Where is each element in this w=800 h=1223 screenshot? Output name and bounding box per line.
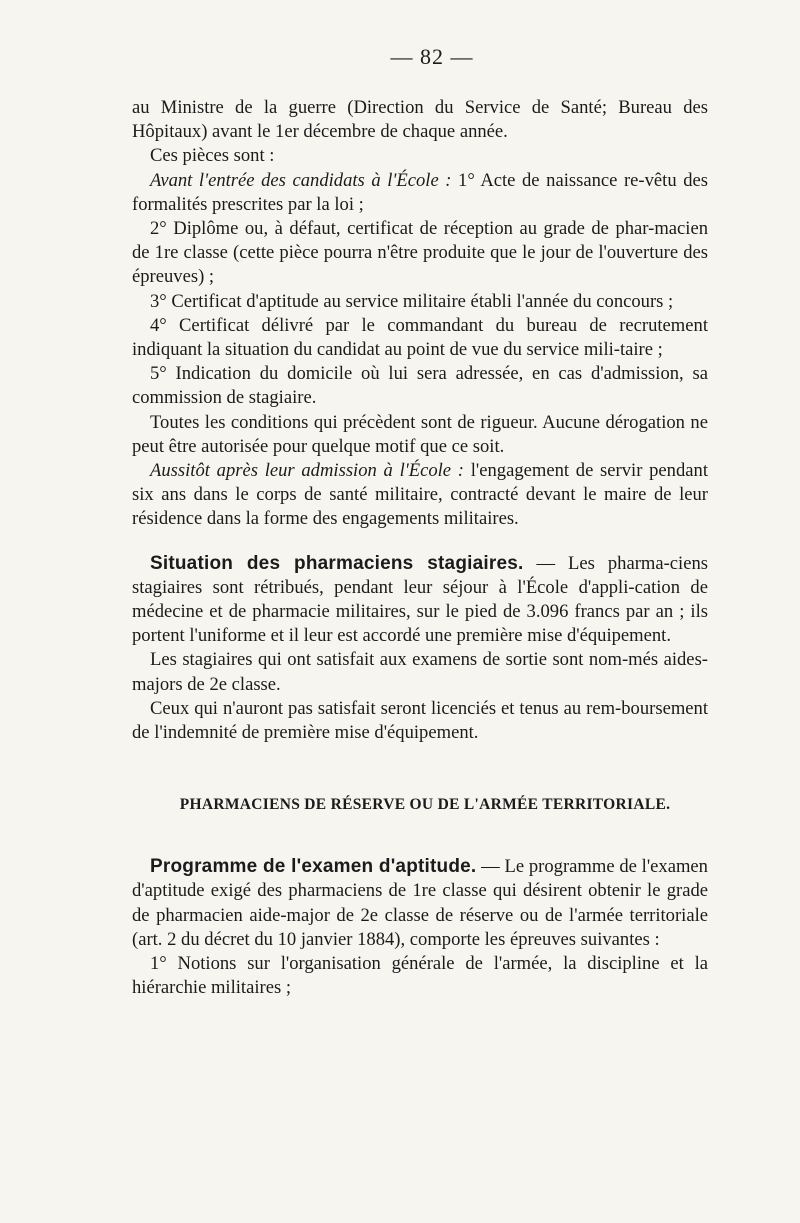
acte-naissance-text: 1° Acte de naissance re-vêtu des formalités prescrites par la loi ; — [132, 169, 708, 215]
paragraph-diplome: 2° Diplôme ou, à défaut, certificat de réception au grade de phar-macien de 1re classe (cette pièce pourra n'être produite que le jour de l'ouverture des épreuves) ; — [132, 218, 708, 288]
paragraph-acte-naissance — [132, 169, 708, 217]
aussitot-italic: Aussitôt après leur admission à l'École : — [150, 460, 464, 482]
paragraph-stagiaires-examens: Les stagiaires qui ont satisfait aux examens de sortie sont nom-més aides-majors de 2e classe. — [132, 649, 708, 695]
paragraph-situation — [132, 552, 708, 649]
paragraph-engagement — [132, 459, 708, 532]
paragraph-ministre: au Ministre de la guerre (Direction du Service de Santé; Bureau des Hôpitaux) avant le 1er décembre de chaque année. — [132, 97, 708, 143]
paragraph-programme — [132, 855, 708, 952]
paragraph-notions: 1° Notions sur l'organisation générale de l'armée, la discipline et la hiérarchie militaires ; — [132, 953, 708, 999]
programme-heading: Programme de l'examen d'aptitude. — [150, 856, 477, 878]
programme-text: — Le programme de l'examen d'aptitude exigé des pharmaciens de 1re classe qui désirent obtenir le grade de pharmacien aide-major de 2e classe de réserve ou de l'armée territoriale (art. 2 du décret du 10 janvier 1884), comporte les épreuves suivantes : — [132, 856, 708, 950]
page-number: — 82 — — [390, 44, 474, 69]
situation-text: — Les pharma-ciens stagiaires sont rétribués, pendant leur séjour à l'École d'appli-cation de médecine et de pharmacie militaires, sur le pied de 3.096 francs par an ; ils portent l'uniforme et il leur est accordé une première mise d'équipement. — [132, 552, 708, 647]
paragraph-pieces: Ces pièces sont : — [150, 145, 275, 167]
paragraph-certificat-aptitude: 3° Certificat d'aptitude au service militaire établi l'année du concours ; — [150, 290, 674, 312]
paragraph-certificat-recrutement: 4° Certificat délivré par le commandant du bureau de recrutement indiquant la situation du candidat au point de vue du service mili-taire ; — [132, 314, 708, 361]
engagement-text: l'engagement de servir pendant six ans dans le corps de santé militaire, contracté devant le maire de leur résidence dans la forme des engagements militaires. — [132, 460, 708, 530]
avant-entree-italic: Avant l'entrée des candidats à l'École : — [150, 169, 452, 191]
paragraph-domicile: 5° Indication du domicile où lui sera adressée, en cas d'admission, sa commission de stagiaire. — [132, 363, 708, 409]
paragraph-conditions: Toutes les conditions qui précèdent sont de rigueur. Aucune dérogation ne peut être autorisée pour quelque motif que ce soit. — [132, 411, 708, 457]
situation-heading: Situation des pharmaciens stagiaires. — [150, 552, 524, 574]
paragraph-licencies: Ceux qui n'auront pas satisfait seront licenciés et tenus au rem-boursement de l'indemnité de première mise d'équipement. — [132, 697, 708, 744]
section-title-reserve: PHARMACIENS DE RÉSERVE OU DE L'ARMÉE TERRITORIALE. — [179, 796, 671, 814]
